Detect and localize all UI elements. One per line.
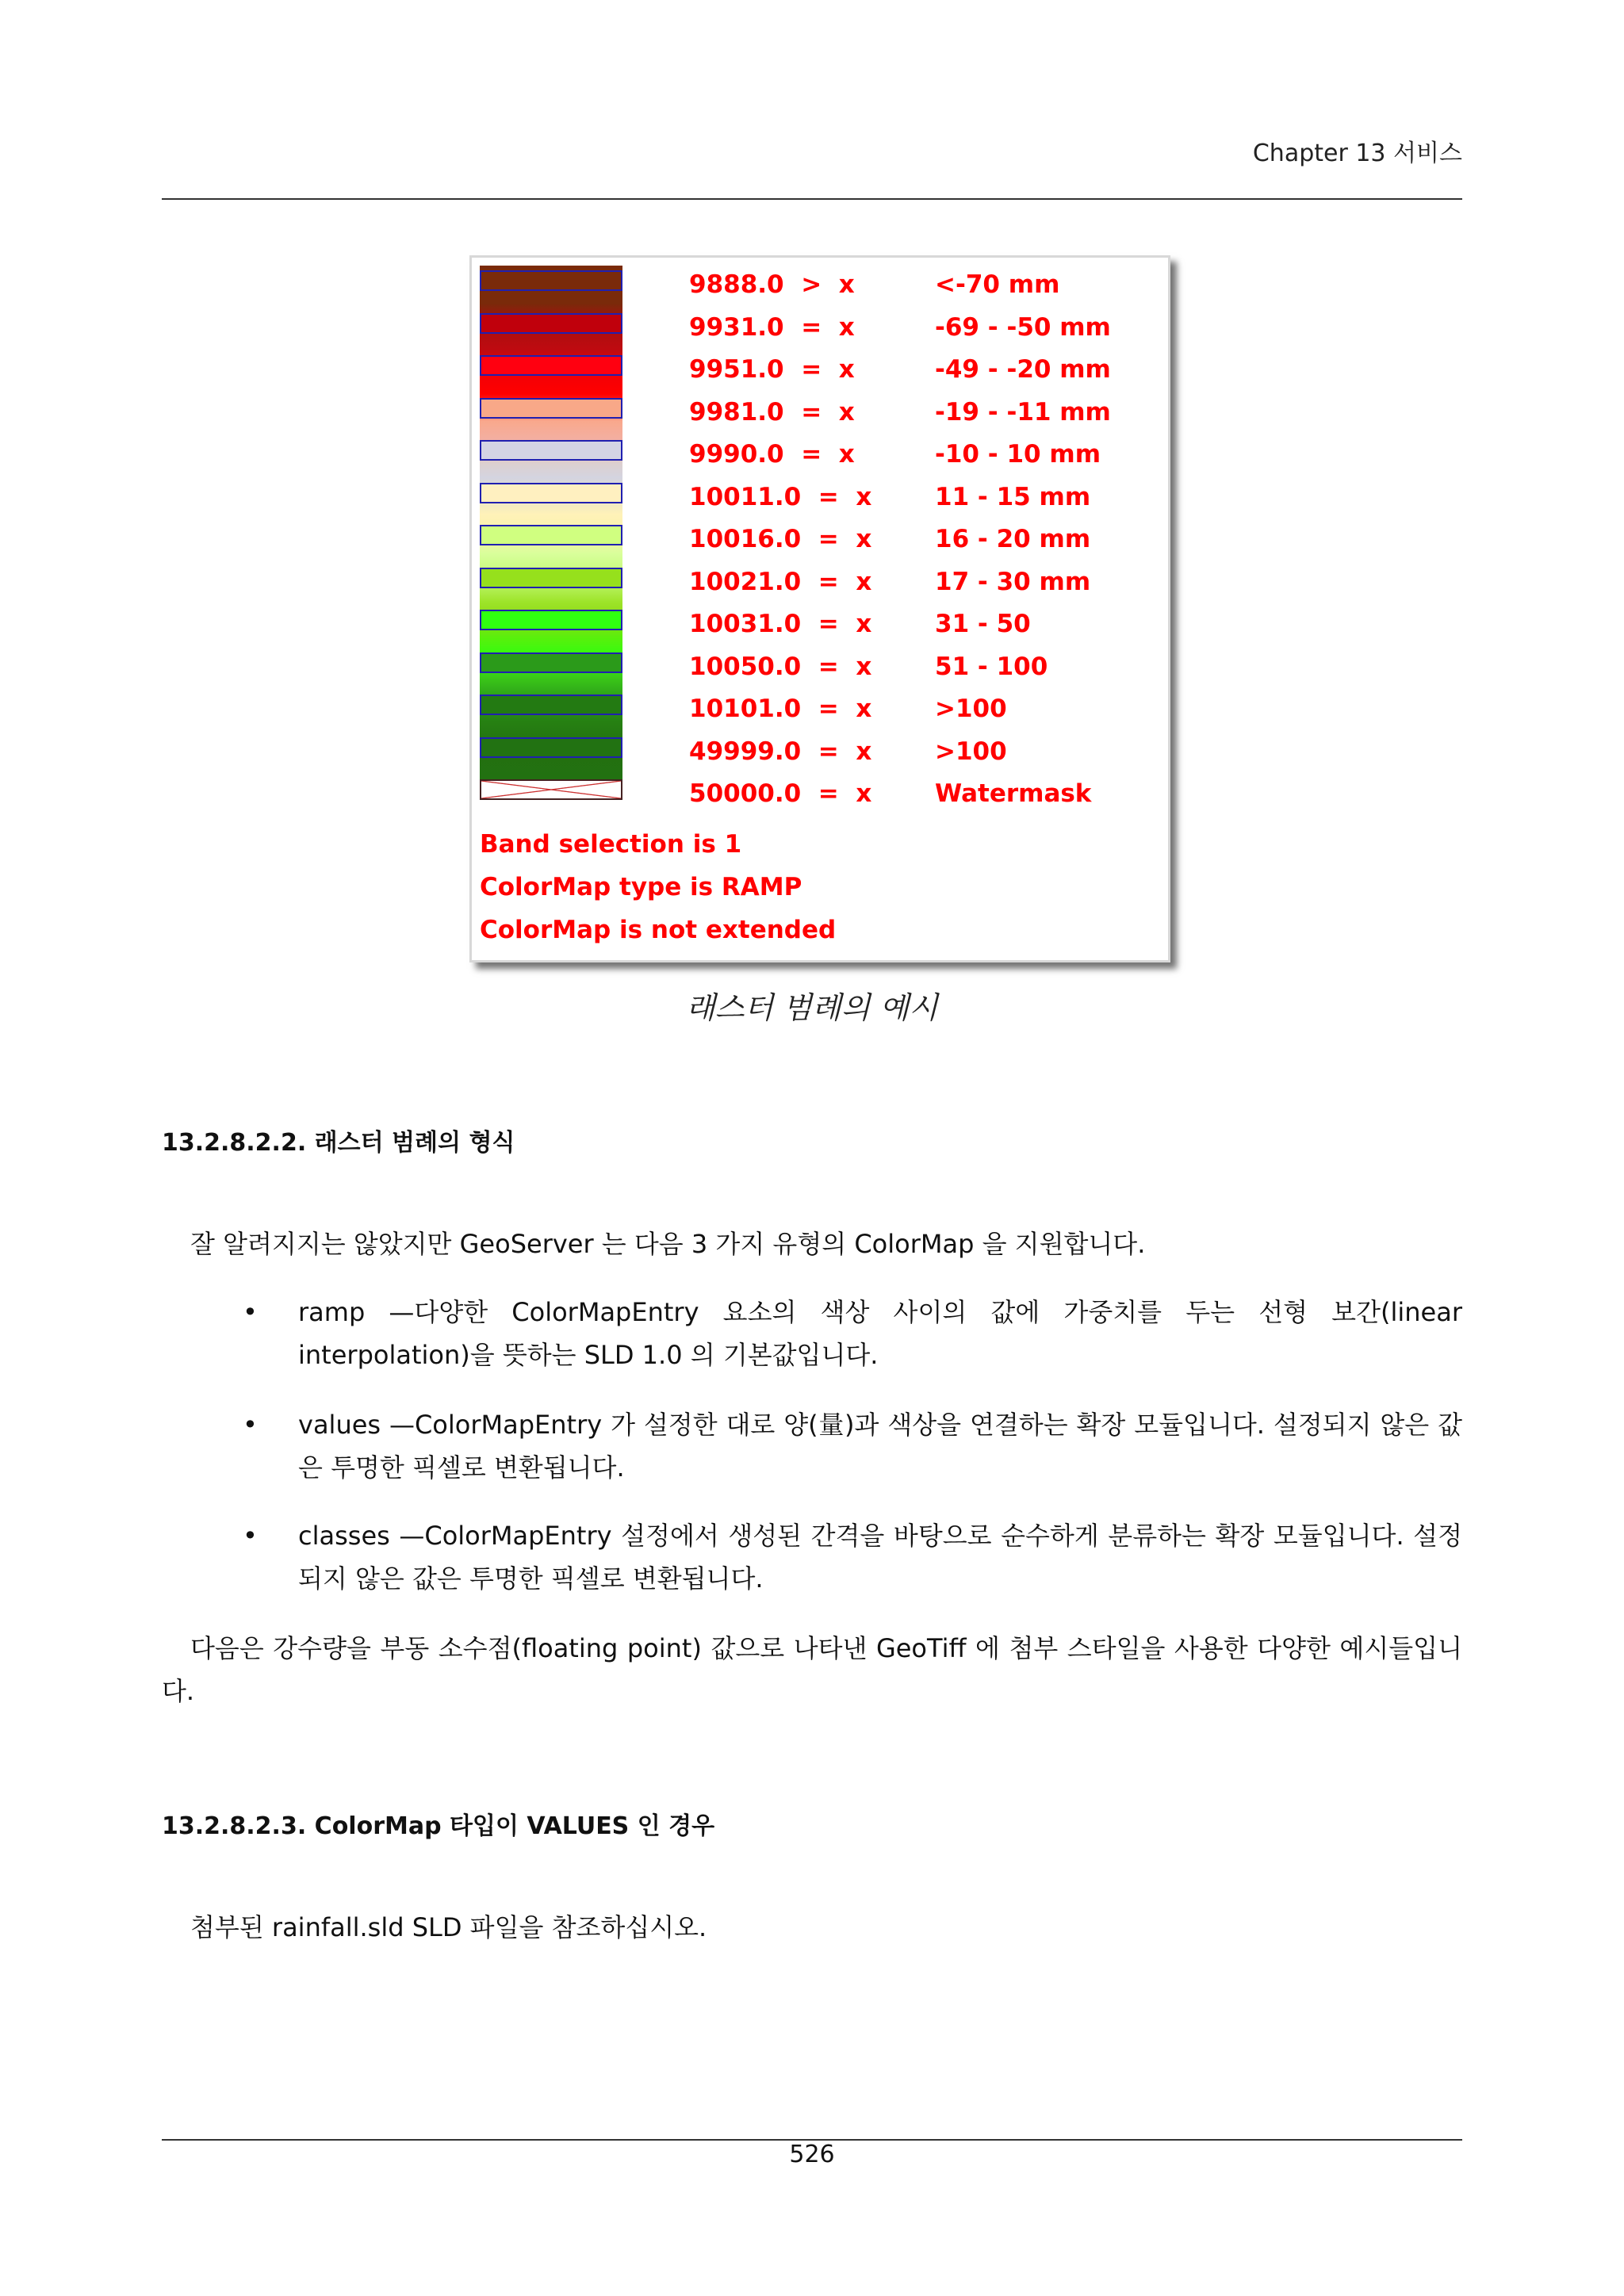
legend-value: 9951.0 = x bbox=[689, 355, 855, 384]
legend-label: -49 - -20 mm bbox=[935, 355, 1111, 384]
bullet-marker: • bbox=[243, 1521, 258, 1551]
legend-row bbox=[472, 778, 1168, 809]
legend-value: 10050.0 = x bbox=[689, 652, 872, 681]
legend-value: 10021.0 = x bbox=[689, 567, 872, 596]
legend-label: >100 bbox=[935, 737, 1007, 766]
body-paragraph: 첨부된 rainfall.sld SLD 파일을 참조하십시오. bbox=[190, 1912, 707, 1942]
legend-row bbox=[472, 736, 1168, 767]
legend-note: ColorMap type is RAMP bbox=[480, 873, 802, 901]
legend-label: 11 - 15 mm bbox=[935, 482, 1091, 511]
bullet-marker: • bbox=[243, 1410, 258, 1440]
legend-value: 10016.0 = x bbox=[689, 525, 872, 553]
legend-value: 10031.0 = x bbox=[689, 610, 872, 638]
legend-row bbox=[472, 566, 1168, 598]
legend-value: 10101.0 = x bbox=[689, 695, 872, 723]
page-number: 526 bbox=[789, 2141, 835, 2168]
legend-label: -19 - -11 mm bbox=[935, 397, 1111, 427]
legend-value: 9888.0 > x bbox=[689, 270, 855, 299]
legend-value: 9981.0 = x bbox=[689, 397, 855, 427]
legend-note: ColorMap is not extended bbox=[480, 916, 837, 944]
legend-label: 16 - 20 mm bbox=[935, 525, 1091, 553]
legend-row bbox=[472, 481, 1168, 513]
figure-caption: 래스터 범례의 예시 bbox=[686, 990, 938, 1025]
legend-label: >100 bbox=[935, 695, 1007, 723]
legend-value: 49999.0 = x bbox=[689, 737, 872, 766]
header-rule bbox=[162, 198, 1462, 200]
intro-paragraph: 잘 알려지지는 않았지만 GeoServer 는 다음 3 가지 유형의 ColorMap 을 지원합니다. bbox=[190, 1229, 1146, 1259]
legend-label: 31 - 50 bbox=[935, 610, 1031, 638]
legend-value: 10011.0 = x bbox=[689, 482, 872, 511]
bullet-marker: • bbox=[243, 1297, 258, 1327]
legend-row bbox=[472, 651, 1168, 683]
legend-row bbox=[472, 354, 1168, 385]
legend-note: Band selection is 1 bbox=[480, 830, 742, 859]
raster-legend-figure bbox=[469, 255, 1170, 962]
legend-label: 51 - 100 bbox=[935, 652, 1048, 681]
closing-paragraph: 다음은 강수량을 부동 소수점(floating point) 값으로 나타낸 GeoTiff 에 첨부 스타일을 사용한 다양한 예시들입니다. bbox=[162, 1633, 1462, 1706]
legend-label: <-70 mm bbox=[935, 270, 1060, 299]
section-heading: 13.2.8.2.3. ColorMap 타입이 VALUES 인 경우 bbox=[162, 1812, 715, 1840]
legend-label: 17 - 30 mm bbox=[935, 567, 1091, 596]
section-heading: 13.2.8.2.2. 래스터 범례의 형식 bbox=[162, 1129, 515, 1157]
list-item: ramp —다양한 ColorMapEntry 요소의 색상 사이의 값에 가중치를 두는 선형 보간(linear interpolation)을 뜻하는 SLD 1.0 의 기본값입니다. bbox=[298, 1297, 1462, 1370]
legend-value: 9931.0 = x bbox=[689, 312, 855, 342]
legend-row bbox=[472, 693, 1168, 725]
legend-value: 50000.0 = x bbox=[689, 779, 872, 808]
legend-label: -69 - -50 mm bbox=[935, 312, 1111, 342]
legend-row bbox=[472, 523, 1168, 555]
legend-label: -10 - 10 mm bbox=[935, 440, 1101, 469]
legend-row bbox=[472, 438, 1168, 470]
legend-value: 9990.0 = x bbox=[689, 440, 855, 469]
list-item: values —ColorMapEntry 가 설정한 대로 양(量)과 색상을 연결하는 확장 모듈입니다. 설정되지 않은 값은 투명한 픽셀로 변환됩니다. bbox=[298, 1410, 1462, 1483]
legend-row bbox=[472, 608, 1168, 640]
legend-row bbox=[472, 269, 1168, 300]
legend-row bbox=[472, 312, 1168, 343]
list-item: classes —ColorMapEntry 설정에서 생성된 간격을 바탕으로 순수하게 분류하는 확장 모듈입니다. 설정되지 않은 값은 투명한 픽셀로 변환됩니다. bbox=[298, 1521, 1462, 1594]
legend-row bbox=[472, 396, 1168, 428]
running-header: Chapter 13 서비스 bbox=[1252, 140, 1462, 167]
legend-label: Watermask bbox=[935, 779, 1092, 808]
